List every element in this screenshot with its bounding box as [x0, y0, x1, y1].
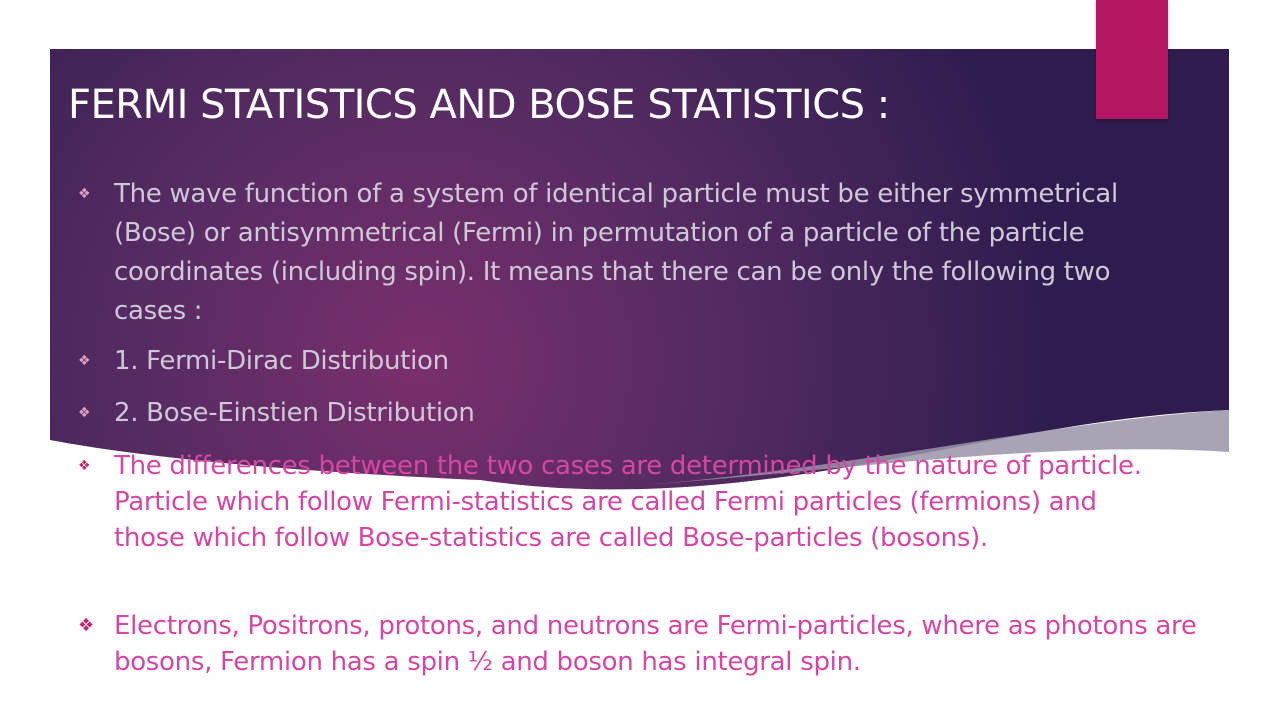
bullet-item-fermi-dirac [78, 342, 1158, 381]
diamond-bullet-icon: ❖ [78, 458, 91, 474]
accent-tab [1096, 0, 1168, 119]
bullet-item-wave-function [78, 175, 1158, 331]
bullet-text: 1. Fermi-Dirac Distribution [114, 346, 449, 376]
bullet-text: The wave function of a system of identical particle must be either symmetrical (Bose) or antisymmetrical (Fermi) in permutation of a particle of the particle coordinates (including spin). It means that there can be only the following two cases : [114, 179, 1118, 326]
diamond-bullet-icon: ❖ [78, 405, 91, 421]
diamond-bullet-icon: ❖ [78, 353, 91, 369]
bullet-text: 2. Bose-Einstien Distribution [114, 398, 475, 428]
bullet-item-bose-einstein [78, 394, 1158, 433]
bullet-text: Electrons, Positrons, protons, and neutrons are Fermi-particles, where as photons are bosons, Fermion has a spin ½ and boson has integral spin. [114, 611, 1197, 677]
slide-title: FERMI STATISTICS AND BOSE STATISTICS : [68, 82, 890, 128]
bullet-item-differences [78, 448, 1158, 556]
diamond-bullet-icon: ❖ [78, 615, 95, 636]
bullet-text: The differences between the two cases are determined by the nature of particle. Particle which follow Fermi-statistics are called Fermi particles (fermions) and those which follow Bose-statistics are called Bose-particles (bosons). [114, 451, 1142, 553]
bullet-item-particles [78, 608, 1238, 680]
diamond-bullet-icon: ❖ [78, 186, 91, 202]
